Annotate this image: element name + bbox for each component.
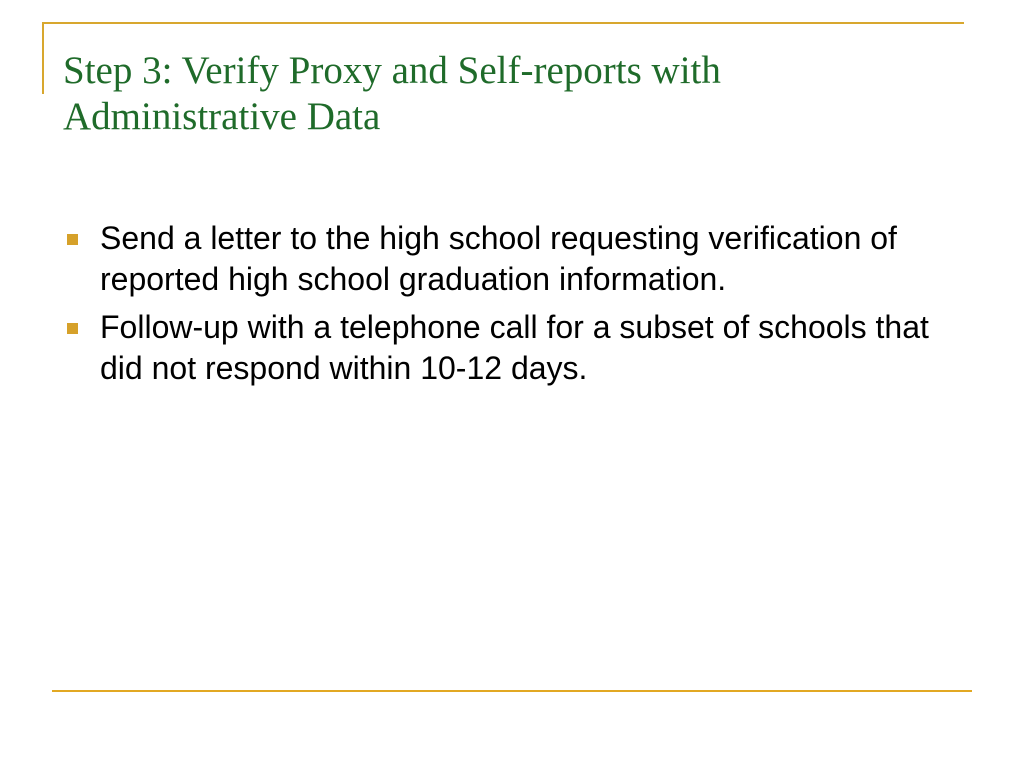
bullet-text: Send a letter to the high school requesting verification of reported high school graduation information. <box>100 220 897 297</box>
slide-title <box>63 48 1003 140</box>
square-bullet-icon <box>67 234 78 245</box>
slide-title-line-2: Administrative Data <box>63 95 381 139</box>
top-accent-line <box>42 22 964 24</box>
square-bullet-icon <box>67 323 78 334</box>
slide-title-line-1: Step 3: Verify Proxy and Self-reports with <box>63 49 721 92</box>
bullet-item-letter-request <box>60 218 980 300</box>
left-accent-line <box>42 22 44 94</box>
bullet-text: Follow-up with a telephone call for a subset of schools that did not respond within 10-12 days. <box>100 308 929 386</box>
bullet-item-telephone-follow-up <box>60 307 980 389</box>
bullet-list <box>60 218 980 396</box>
bottom-accent-line <box>52 690 972 692</box>
